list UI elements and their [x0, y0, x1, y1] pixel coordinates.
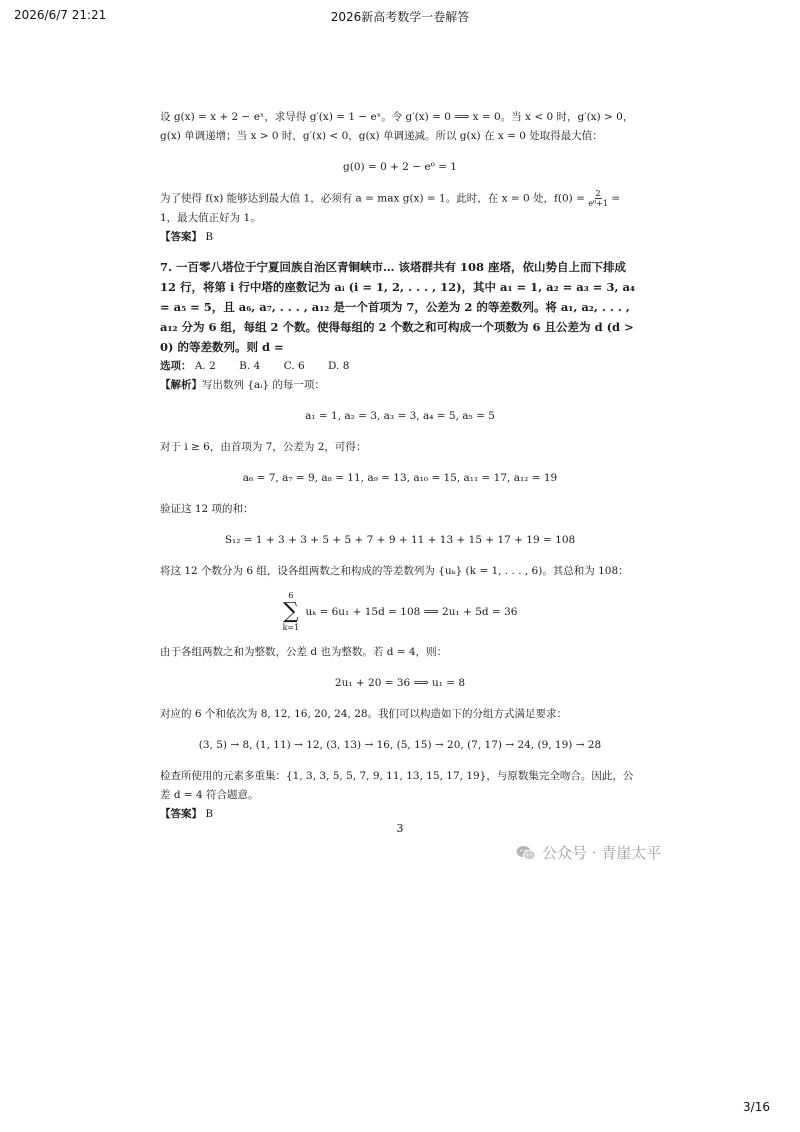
solution-label: 【解析】 [160, 378, 202, 391]
option-c: C. 6 [283, 359, 305, 372]
equation: a₆ = 7, a₇ = 9, a₈ = 11, a₉ = 13, a₁₀ = 15, a₁₁ = 17, a₁₂ = 19 [242, 471, 558, 484]
equation: a₁ = 1, a₂ = 3, a₃ = 3, a₄ = 5, a₅ = 5 [305, 409, 495, 422]
answer-line [160, 228, 640, 247]
equation: S₁₂ = 1 + 3 + 3 + 5 + 5 + 7 + 9 + 11 + 13 + 15 + 17 + 19 = 108 [224, 533, 576, 546]
paragraph: 将这 12 个数分为 6 组，设各组两数之和构成的等差数列为 {uₖ} (k = 1, . . . , 6)。其总和为 108： [160, 564, 629, 577]
paragraph: 验证这 12 项的和： [160, 502, 254, 515]
equation: (3, 5) → 8, (1, 11) → 12, (3, 13) → 16, (5, 15) → 20, (7, 17) → 24, (9, 19) → 28 [198, 738, 602, 751]
solution-intro [160, 376, 640, 395]
fraction-numerator: 2 [595, 189, 601, 198]
watermark [516, 842, 661, 863]
answer-label: 【答案】 [160, 807, 202, 820]
paragraph: 设 g(x) = x + 2 − eˣ，求导得 g′(x) = 1 − eˣ。令 g′(x) = 0 ⟹ x = 0。当 x < 0 时，g′(x) > 0，g(x) 单调递增；当 x > 0 时，g′(x) < 0，g(x) 单调递减。所以 g(x) 在 x = 0 处取得最大值： [160, 111, 634, 142]
answer-value: B [205, 807, 214, 820]
paragraph: 对于 i ≥ 6，由首项为 7，公差为 2，可得： [160, 440, 367, 453]
summation-upper: 6 [288, 590, 294, 600]
summation-lower: k=1 [282, 622, 300, 632]
option-b: B. 4 [239, 359, 261, 372]
paragraph-text: 为了使得 f(x) 能够达到最大值 1，必须有 a = max g(x) = 1。此时，在 x = 0 处，f(0) = [160, 192, 589, 205]
paragraph [160, 189, 640, 228]
sigma-symbol: ∑ [283, 598, 299, 624]
header-datetime: 2026/6/7 21:21 [14, 8, 107, 22]
paragraph: 检查所使用的元素多重集：{1, 3, 3, 5, 5, 7, 9, 11, 13, 15, 17, 19}，与原数集完全吻合。因此，公差 d = 4 符合题意。 [160, 769, 634, 801]
paragraph-text: = 1，最大值正好为 1。 [160, 192, 621, 224]
summation [283, 591, 300, 633]
paragraph: 对应的 6 个和依次为 8, 12, 16, 20, 24, 28。我们可以构造如下的分组方式满足要求： [160, 707, 568, 720]
paragraph: 由于各组两数之和为整数，公差 d 也为整数。若 d = 4，则： [160, 645, 448, 658]
page-number: 3 [396, 822, 404, 835]
equation: g(0) = 0 + 2 − e⁰ = 1 [343, 161, 457, 173]
answer-value: B [205, 230, 214, 243]
options-label: 选项： [160, 359, 192, 372]
answer-label: 【答案】 [160, 230, 202, 243]
paragraph-text: 写出数列 {aᵢ} 的每一项： [202, 378, 325, 391]
summation-equation [160, 591, 640, 633]
answer-line [160, 805, 640, 824]
document-body [160, 108, 640, 824]
equation: uₖ = 6u₁ + 15d = 108 ⟹ 2u₁ + 5d = 36 [305, 605, 518, 618]
fraction [588, 189, 608, 208]
header-title: 2026新高考数学一卷解答 [330, 10, 470, 24]
watermark-text: 公众号 · 青崖太平 [542, 844, 662, 862]
fraction-denominator: e⁰+1 [588, 199, 608, 208]
wechat-icon [516, 845, 536, 861]
question-text: 7. 一百零八塔位于宁夏回族自治区青铜峡市… 该塔群共有 108 座塔，依山势自上而下排成 12 行，将第 i 行中塔的座数记为 aᵢ (i = 1, 2, . . . , 12)，其中 a₁ = 1, a₂ = a₃ = 3, a₄ = a₅ = 5，且 a₆, a₇, . . . , a₁₂ 是一个首项为 7，公差为 2 的等差数列。将 a₁, a₂, . . . , a₁₂ 分为 6 组，每组 2 个数。使得每组的 2 个数之和可构成一个项数为 6 且公差为 d (d > 0) 的等差数列。则 d = [160, 259, 635, 354]
equation: 2u₁ + 20 = 36 ⟹ u₁ = 8 [334, 676, 466, 689]
option-d: D. 8 [328, 359, 350, 372]
page-counter: 3/16 [743, 1100, 770, 1114]
option-a: A. 2 [194, 359, 216, 372]
options-line [160, 357, 640, 376]
